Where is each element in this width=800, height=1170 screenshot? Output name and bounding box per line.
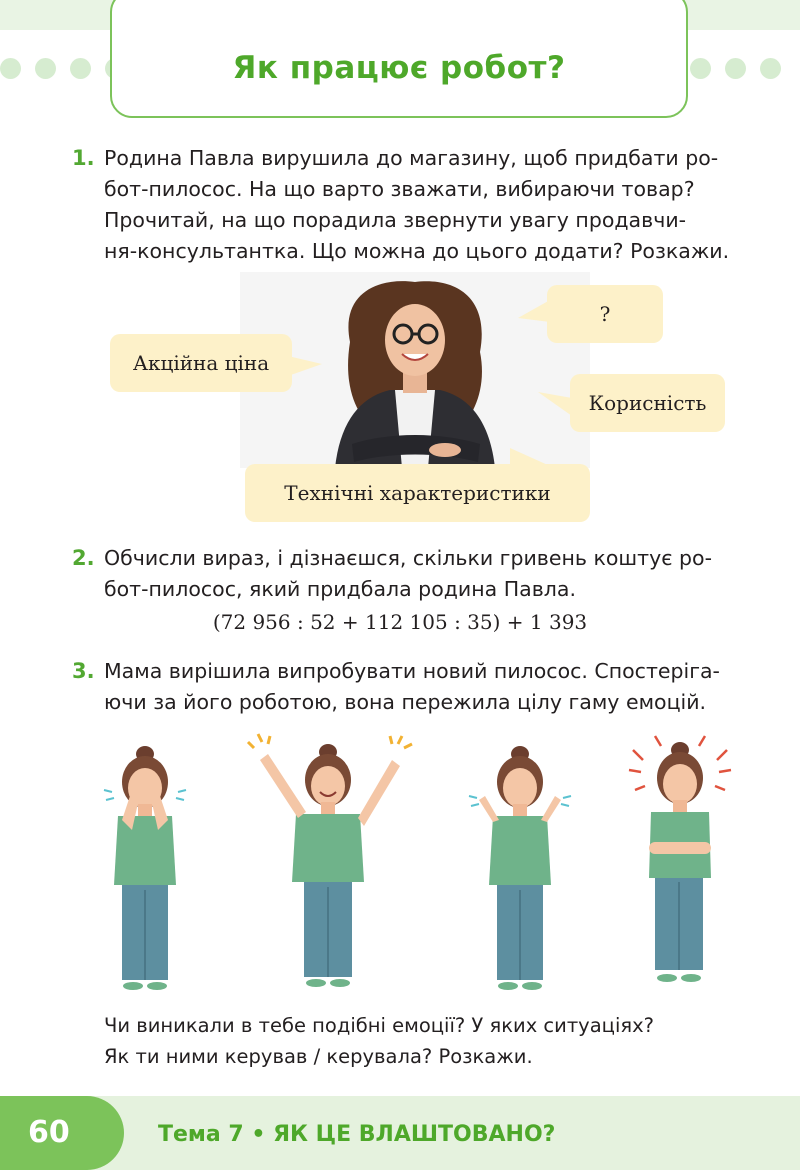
decorative-dots-left — [0, 58, 126, 80]
page-title: Як працює робот? — [232, 50, 566, 86]
task-1-text — [104, 143, 736, 267]
task-1-number: 1. — [72, 146, 95, 170]
woman-angry-illustration — [625, 730, 735, 995]
woman-joyful-illustration — [240, 730, 420, 995]
bubble-specs: Технічні характеристики — [245, 464, 590, 522]
discussion-line: Як ти ними керував / керувала? Розкажи. — [104, 1045, 533, 1068]
decorative-dots-right — [690, 58, 781, 80]
task-1-line: бот-пилосос. На що варто зважати, вибираючи товар? — [104, 177, 695, 201]
task-2-line: бот-пилосос, який придбала родина Павла. — [104, 577, 576, 601]
task-2-number: 2. — [72, 546, 95, 570]
bubble-tail — [288, 356, 322, 376]
discussion-line: Чи виникали в тебе подібні емоції? У яких ситуаціях? — [104, 1014, 654, 1037]
bubble-promo-price: Акційна ціна — [110, 334, 292, 392]
task-3-text — [104, 656, 736, 718]
bubble-tail — [518, 300, 550, 322]
task-2-text — [104, 543, 736, 605]
task-3-line: Мама вирішила випробувати новий пилосос. Спостеріга- — [104, 659, 720, 683]
woman-surprised-illustration — [100, 740, 190, 995]
math-expression: (72 956 : 52 + 112 105 : 35) + 1 393 — [212, 610, 588, 634]
task-1-line: ня-консультантка. Що можна до цього додати? Розкажи. — [104, 239, 730, 263]
task-3-line: ючи за його роботою, вона пережила цілу гаму емоцій. — [104, 690, 707, 714]
page-number: 60 — [28, 1115, 70, 1150]
bubble-usefulness: Корисність — [570, 374, 725, 432]
task-1-line: Прочитай, на що порадила звернути увагу продавчи- — [104, 208, 687, 232]
bubble-tail — [538, 392, 572, 416]
discussion-question — [104, 1010, 654, 1072]
task-1-line: Родина Павла вирушила до магазину, щоб придбати ро- — [104, 146, 719, 170]
task-3-number: 3. — [72, 659, 95, 683]
bubble-question: ? — [547, 285, 663, 343]
footer-topic: Тема 7 • ЯК ЦЕ ВЛАШТОВАНО? — [158, 1122, 556, 1147]
bubble-tail — [510, 448, 550, 466]
task-2-line: Обчисли вираз, і дізнаєшся, скільки гривень коштує ро- — [104, 546, 712, 570]
woman-anxious-illustration — [465, 740, 575, 995]
